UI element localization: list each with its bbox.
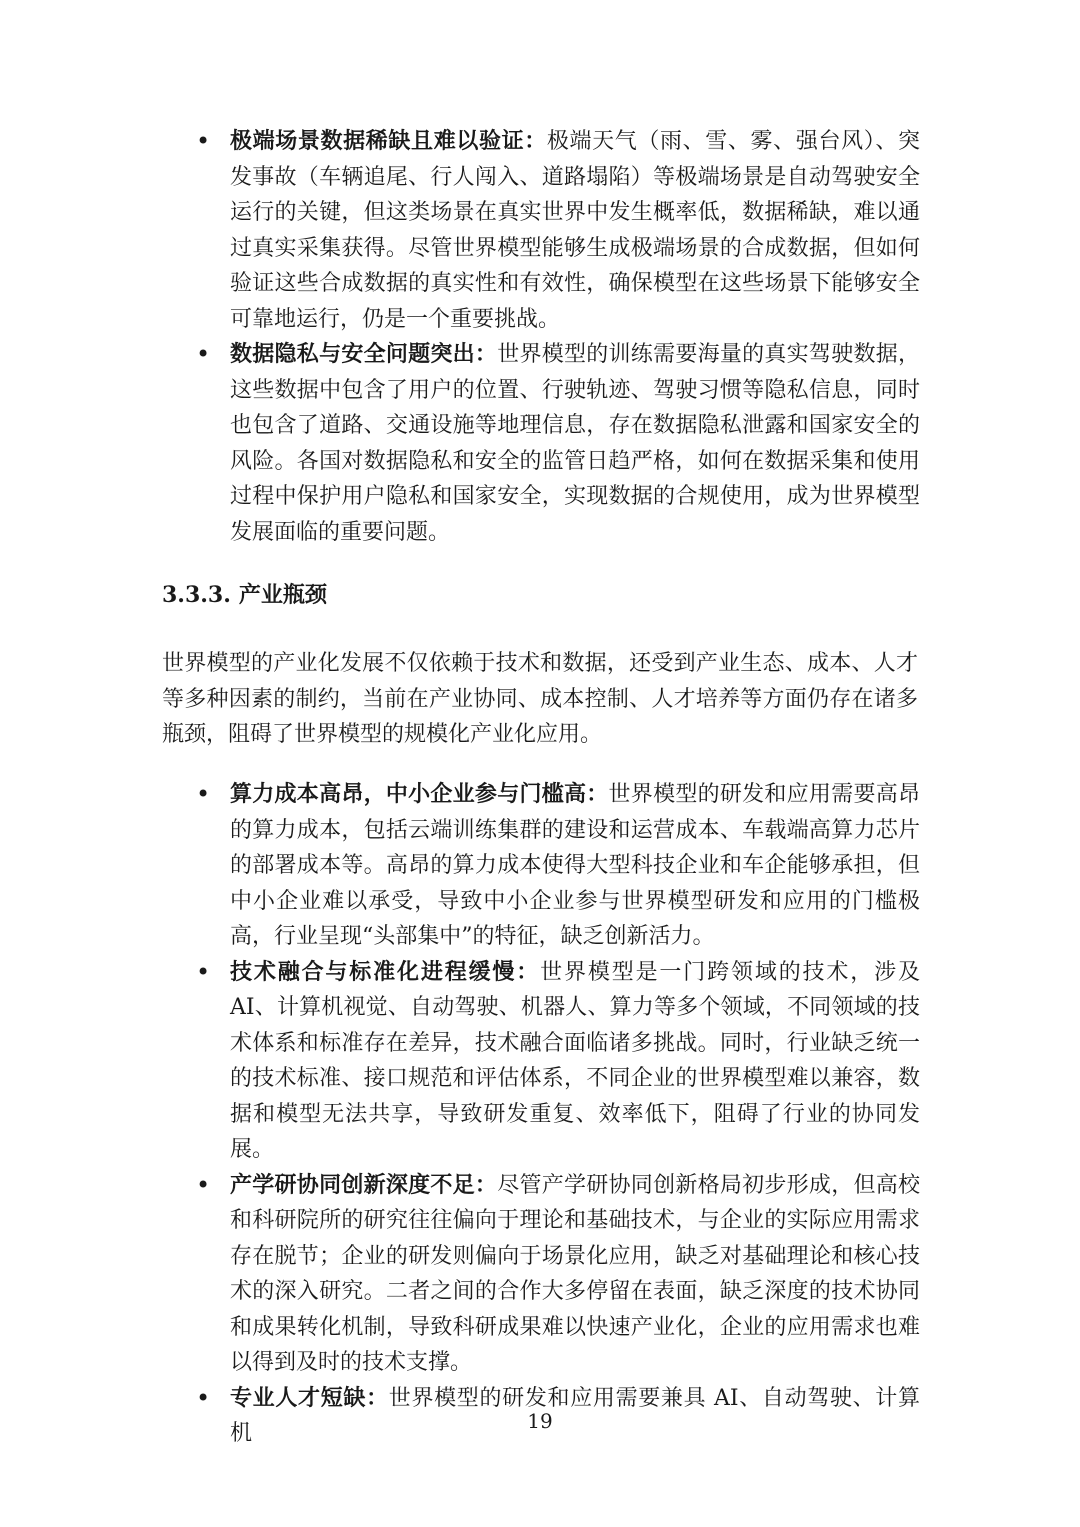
section-heading	[162, 578, 327, 612]
bullet-list-data-challenges	[0, 124, 1080, 550]
list-item-text: 世界模型的研发和应用需要高昂的算力成本，包括云端训练集群的建设和运营成本、车载端高算力芯片的部署成本等。高昂的算力成本使得大型科技企业和车企能够承担，但中小企业难以承受，导致中小企业参与世界模型研发和应用的门槛极高，行业呈现“头部集中”的特征，缺乏创新活力。	[230, 782, 920, 949]
list-item	[0, 955, 1080, 1168]
list-item-text: 世界模型的研发和应用需要兼具 AI、自动驾驶、计算机	[230, 1385, 920, 1446]
list-item	[0, 777, 1080, 955]
page-number: 19	[527, 1409, 553, 1433]
bullet-icon: •	[196, 340, 211, 368]
list-item-body	[230, 777, 920, 955]
section-title: 产业瓶颈	[238, 582, 327, 608]
section-number: 3.3.3.	[162, 582, 231, 608]
bullet-icon: •	[196, 957, 211, 986]
list-item-body	[230, 124, 920, 337]
bullet-icon: •	[196, 127, 211, 155]
intro-paragraph: 世界模型的产业化发展不仅依赖于技术和数据，还受到产业生态、成本、人才等多种因素的制约，当前在产业协同、成本控制、人才培养等方面仍存在诸多瓶颈，阻碍了世界模型的规模化产业化应用。	[162, 651, 918, 747]
list-item-text: 世界模型是一门跨领域的技术，涉及 AI、计算机视觉、自动驾驶、机器人、算力等多个领域，不同领域的技术体系和标准存在差异，技术融合面临诸多挑战。同时，行业缺乏统一的技术标准、接口规范和评估体系，不同企业的世界模型难以兼容，数据和模型无法共享，导致研发重复、效率低下，阻碍了行业的协同发展。	[230, 959, 920, 1162]
list-item	[0, 1168, 1080, 1381]
bullet-icon: •	[196, 1170, 211, 1199]
list-item-body	[230, 1168, 920, 1381]
list-item-text: 世界模型的训练需要海量的真实驾驶数据，这些数据中包含了用户的位置、行驶轨迹、驾驶习惯等隐私信息，同时也包含了道路、交通设施等地理信息，存在数据隐私泄露和国家安全的风险。各国对数据隐私和安全的监管日趋严格，如何在数据采集和使用过程中保护用户隐私和国家安全，实现数据的合规使用，成为世界模型发展面临的重要问题。	[230, 342, 920, 545]
list-item-term: 技术融合与标准化进程缓慢：	[230, 958, 541, 985]
bullet-icon: •	[196, 1383, 211, 1412]
list-item-term: 极端场景数据稀缺且难以验证：	[230, 128, 547, 154]
list-item-term: 算力成本高昂，中小企业参与门槛高：	[230, 781, 609, 807]
list-item-term: 产学研协同创新深度不足：	[230, 1171, 498, 1198]
list-item-text: 极端天气（雨、雪、雾、强台风）、突发事故（车辆追尾、行人闯入、道路塌陷）等极端场景是自动驾驶安全运行的关键，但这类场景在真实世界中发生概率低，数据稀缺，难以通过真实采集获得。尽管世界模型能够生成极端场景的合成数据，但如何验证这些合成数据的真实性和有效性，确保模型在这些场景下能够安全可靠地运行，仍是一个重要挑战。	[230, 129, 920, 332]
list-item-term: 数据隐私与安全问题突出：	[230, 341, 498, 367]
list-item	[0, 124, 1080, 337]
list-item-body	[230, 337, 920, 550]
list-item-body	[230, 955, 920, 1168]
bullet-icon: •	[196, 780, 211, 808]
list-item-term: 专业人才短缺：	[230, 1384, 389, 1411]
bullet-list-industry-bottlenecks	[0, 777, 1080, 1452]
list-item-text: 尽管产学研协同创新格局初步形成，但高校和科研院所的研究往往偏向于理论和基础技术，与企业的实际应用需求存在脱节；企业的研发则偏向于场景化应用，缺乏对基础理论和核心技术的深入研究。二者之间的合作大多停留在表面，缺乏深度的技术协同和成果转化机制，导致科研成果难以快速产业化，企业的应用需求也难以得到及时的技术支撑。	[230, 1172, 920, 1375]
list-item	[0, 337, 1080, 550]
